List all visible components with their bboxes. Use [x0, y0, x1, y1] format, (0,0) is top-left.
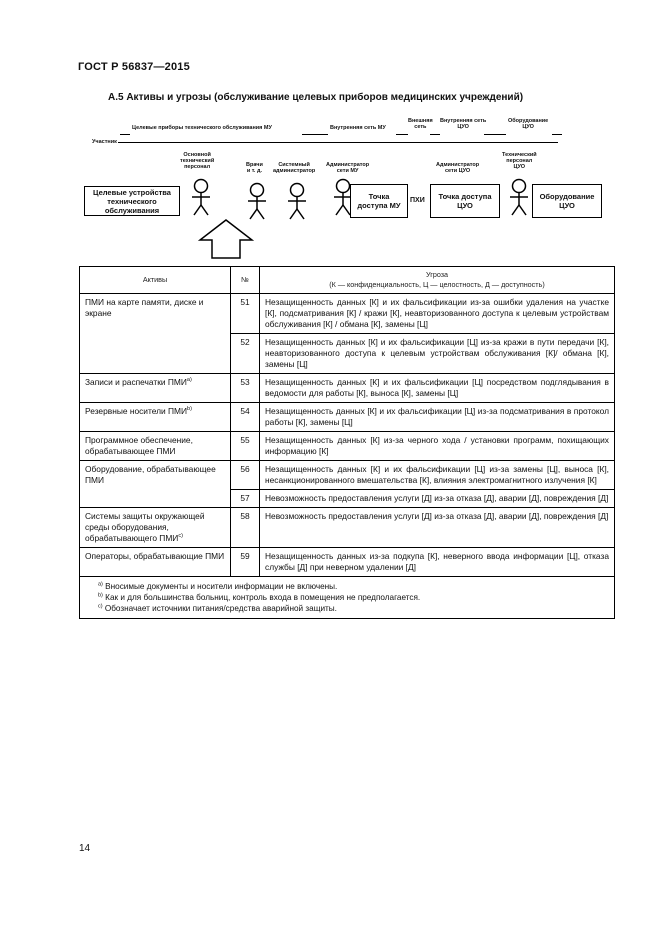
section-title: А.5 Активы и угрозы (обслуживание целевых приборов медицинских учреждений) — [108, 92, 524, 103]
num-cell: 54 — [231, 403, 260, 432]
box-target-devices — [84, 186, 180, 216]
box-access-cuo-line2: ЦУО — [457, 201, 473, 210]
num-cell: 57 — [231, 490, 260, 508]
table-row — [80, 461, 615, 490]
num-cell: 59 — [231, 548, 260, 577]
label-equipment-cuo-line2: ЦУО — [522, 124, 534, 130]
footnote-mark: с) — [178, 533, 183, 540]
num-cell: 51 — [231, 294, 260, 334]
label-internal-network-mu: Внутренняя сеть МУ — [330, 125, 386, 131]
note-text: Как и для большинства больниц, контроль входа в помещения не предполагается. — [105, 593, 421, 602]
threat-cell: Незащищенность данных [К] из-за черного хода / установки программ, похищающих информацию [К] — [260, 432, 615, 461]
threat-cell: Незащищенность данных [К] и их фальсификации из-за ошибки удаления на участке [К], подсматривания [К] / кражи [К], неавторизованного доступа к целевым устройствам обслуживания [К] / обмана [К], замены [Ц] — [260, 294, 615, 334]
box-access-mu-line2: доступа МУ — [357, 201, 401, 210]
table-notes — [80, 577, 615, 619]
note-text: Обозначает источники питания/средства аварийной защиты. — [104, 604, 337, 613]
threat-cell: Незащищенность данных из-за подкупа [К], неверного ввода информации [Ц], отказа службы [Д] при неверном удалении [Д] — [260, 548, 615, 577]
label-pkhi: ПХИ — [410, 197, 425, 204]
label-devices: Целевые приборы технического обслуживания МУ — [132, 125, 272, 131]
asset-text: Системы защиты окружающей среды оборудования, обрабатывающего ПМИ — [85, 511, 205, 543]
assets-diagram — [80, 112, 600, 262]
asset-text: Записи и распечатки ПМИ — [85, 377, 187, 387]
document-header: ГОСТ Р 56837—2015 — [78, 61, 190, 73]
num-cell: 58 — [231, 508, 260, 548]
threat-cell: Незащищенность данных [К] и их фальсификации [Ц] из-за подсматривания в протокол работы [К], замены [Ц] — [260, 403, 615, 432]
box-access-mu-line1: Точка — [368, 192, 390, 201]
assets-threats-table — [79, 266, 615, 619]
label-tech-cuo-line2: персонал — [506, 158, 533, 164]
table-row — [80, 294, 615, 334]
box-access-point-mu — [350, 184, 408, 218]
note-mark: с) — [98, 603, 103, 610]
table-notes-row — [80, 577, 615, 619]
label-external-network — [408, 118, 433, 130]
box-equipment-cuo — [532, 184, 602, 218]
col-threat-legend: (К — конфиденциальность, Ц — целостность, Д — доступность) — [329, 280, 545, 289]
label-netadmin-cuo — [436, 162, 479, 174]
label-external-network-line1: Внешняя — [408, 118, 433, 124]
num-cell: 52 — [231, 334, 260, 374]
note-mark: а) — [98, 581, 103, 588]
asset-cell: Операторы, обрабатывающие ПМИ — [80, 548, 231, 577]
asset-cell: Оборудование, обрабатывающее ПМИ — [80, 461, 231, 508]
label-tech-cuo-line1: Технический — [502, 152, 537, 158]
label-netadmin-mu — [326, 162, 369, 174]
label-doctors — [246, 162, 263, 174]
label-netadmin-cuo-line2: сети ЦУО — [444, 168, 471, 174]
person-doctors-icon — [246, 182, 268, 222]
box-target-line3: обслуживания — [104, 205, 160, 215]
asset-text: Резервные носители ПМИ — [85, 406, 188, 416]
threat-cell: Незащищенность данных [К] и их фальсификации [Ц] из-за замены [Ц], выноса [К], несанкционированного вмешательства [К], влияния электромагнитного излучения [К] — [260, 461, 615, 490]
note-item — [98, 603, 596, 614]
label-staff-line3: персонал — [184, 164, 211, 170]
asset-cell — [80, 403, 231, 432]
table-row — [80, 548, 615, 577]
threat-cell: Невозможность предоставления услуги [Д] из-за отказа [Д], аварии [Д], повреждения [Д] — [260, 490, 615, 508]
box-access-point-cuo — [430, 184, 500, 218]
up-arrow-icon — [198, 218, 254, 260]
note-mark: b) — [98, 592, 103, 599]
table-row — [80, 403, 615, 432]
label-sysadmin — [273, 162, 315, 174]
box-access-cuo-line1: Точка доступа — [438, 192, 492, 201]
box-equip-cuo-line2: ЦУО — [559, 201, 575, 210]
note-item — [98, 592, 596, 603]
label-doctors-line1: Врачи — [246, 162, 263, 168]
footnote-mark: b) — [187, 406, 192, 413]
person-staff-icon — [190, 178, 212, 218]
label-internal-network-cuo — [440, 118, 486, 130]
label-netadmin-cuo-line1: Администратор — [436, 162, 480, 168]
col-threat-title: Угроза — [425, 270, 449, 279]
label-sysadmin-line1: Системный — [278, 162, 310, 168]
threat-cell: Невозможность предоставления услуги [Д] из-за отказа [Д], аварии [Д], повреждения [Д] — [260, 508, 615, 548]
threat-cell: Незащищенность данных [К] и их фальсификации [Ц] посредством подглядывания в ведомости для работы [К], выноса [К], замены [Ц] — [260, 374, 615, 403]
col-threat — [260, 267, 615, 294]
person-tech-cuo-icon — [508, 178, 530, 218]
label-netadmin-mu-line1: Администратор — [326, 162, 370, 168]
box-target-line2: технического — [107, 196, 157, 206]
label-doctors-line2: и т. д. — [246, 168, 263, 174]
label-staff-line2: технический — [180, 158, 215, 164]
label-external-network-line2: сеть — [414, 124, 427, 130]
asset-cell — [80, 374, 231, 403]
label-equipment-cuo — [508, 118, 548, 130]
table-row — [80, 508, 615, 548]
label-internal-network-cuo-line2: ЦУО — [457, 124, 469, 130]
footnote-mark: а) — [186, 377, 192, 384]
label-staff-line1: Основной — [183, 152, 211, 158]
asset-cell: Программное обеспечение, обрабатывающее ПМИ — [80, 432, 231, 461]
label-staff — [180, 152, 214, 170]
threat-cell: Незащищенность данных [К] и их фальсификации [Ц] из-за кражи в пути передачи [К], неавторизованного доступа к целевым устройствам обслуживания [К]/ обмана [К], замены [Ц] — [260, 334, 615, 374]
col-num: № — [231, 267, 260, 294]
num-cell: 55 — [231, 432, 260, 461]
note-text: Вносимые документы и носители информации не включены. — [105, 582, 338, 591]
table-header-row — [80, 267, 615, 294]
label-internal-network-cuo-line1: Внутренняя сеть — [440, 118, 487, 124]
box-target-line1: Целевые устройства — [93, 187, 171, 197]
page-number: 14 — [79, 843, 91, 854]
box-equip-cuo-line1: Оборудование — [539, 192, 595, 201]
col-assets: Активы — [80, 267, 231, 294]
num-cell: 53 — [231, 374, 260, 403]
person-sysadmin-icon — [286, 182, 308, 222]
note-item — [98, 581, 596, 592]
label-equipment-cuo-line1: Оборудование — [508, 118, 549, 124]
table-row — [80, 374, 615, 403]
asset-cell: ПМИ на карте памяти, диске и экране — [80, 294, 231, 374]
label-tech-cuo — [502, 152, 537, 170]
table-row — [80, 432, 615, 461]
label-sysadmin-line2: администратор — [273, 168, 316, 174]
asset-cell — [80, 508, 231, 548]
label-participant: Участник — [92, 139, 117, 145]
label-tech-cuo-line3: ЦУО — [513, 164, 526, 170]
label-netadmin-mu-line2: сети МУ — [336, 168, 359, 174]
num-cell: 56 — [231, 461, 260, 490]
